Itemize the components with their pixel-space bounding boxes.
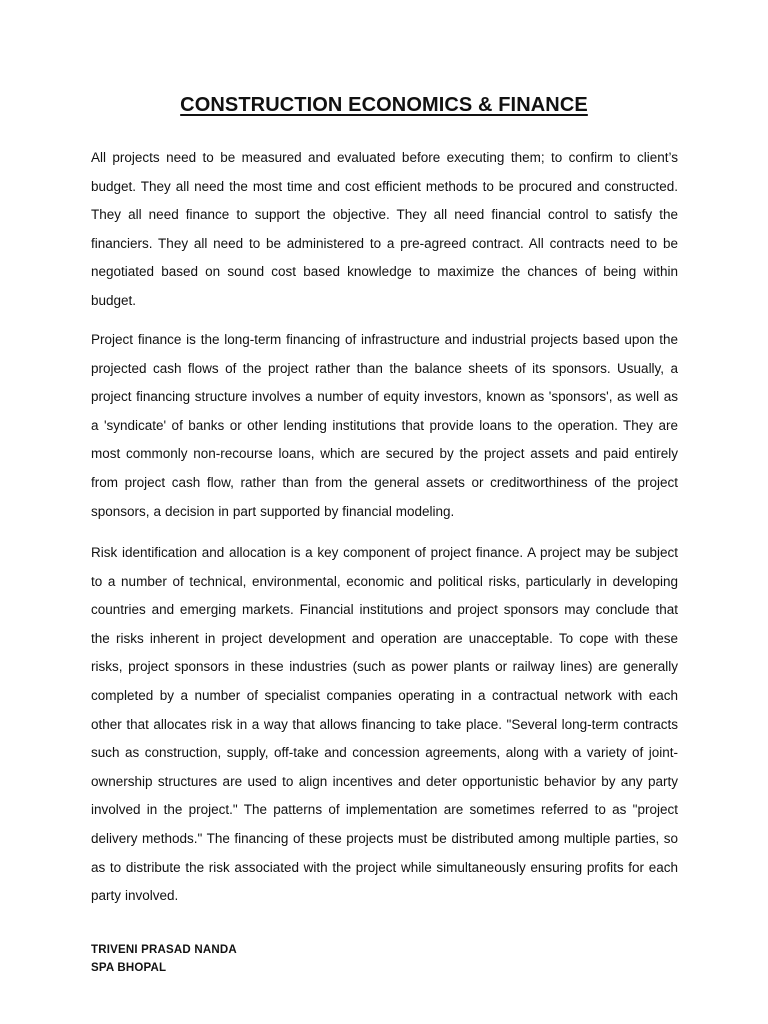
document-title: CONSTRUCTION ECONOMICS & FINANCE [180,94,588,116]
paragraph-project-finance: Project finance is the long-term financing of infrastructure and industrial projects based upon the projected cash flows of the project rather than the balance sheets of its sponsors. Usually, a project financing structure involves a number of equity investors, known as 'sponsors', as well as a 'syndicate' of banks or other lending institutions that provide loans to the operation. They are most commonly non-recourse loans, which are secured by the project assets and paid entirely from project cash flow, rather than from the general assets or creditworthiness of the project sponsors, a decision in part supported by financial modeling. [91,332,678,519]
footer-school: SPA BHOPAL [91,962,167,974]
paragraph-intro: All projects need to be measured and evaluated before executing them; to confirm to client’s budget. They all need the most time and cost efficient methods to be procured and constructed. They all need finance to support the objective. They all need financial control to satisfy the financiers. They all need to be administered to a pre-agreed contract. All contracts need to be negotiated based on sound cost based knowledge to maximize the chances of being within budget. [91,150,678,308]
paragraph-risk-identification: Risk identification and allocation is a key component of project finance. A project may be subject to a number of technical, environmental, economic and political risks, particularly in developing countries and emerging markets. Financial institutions and project sponsors may conclude that the risks inherent in project development and operation are unacceptable. To cope with these risks, project sponsors in these industries (such as power plants or railway lines) are generally completed by a number of specialist companies operating in a contractual network with each other that allocates risk in a way that allows financing to take place. "Several long-term contracts such as construction, supply, off-take and concession agreements, along with a variety of joint-ownership structures are used to align incentives and deter opportunistic behavior by any party involved in the project." The patterns of implementation are sometimes referred to as "project delivery methods." The financing of these projects must be distributed among multiple parties, so as to distribute the risk associated with the project while simultaneously ensuring profits for each party involved. [91,545,678,904]
footer-author: TRIVENI PRASAD NANDA [91,944,237,956]
